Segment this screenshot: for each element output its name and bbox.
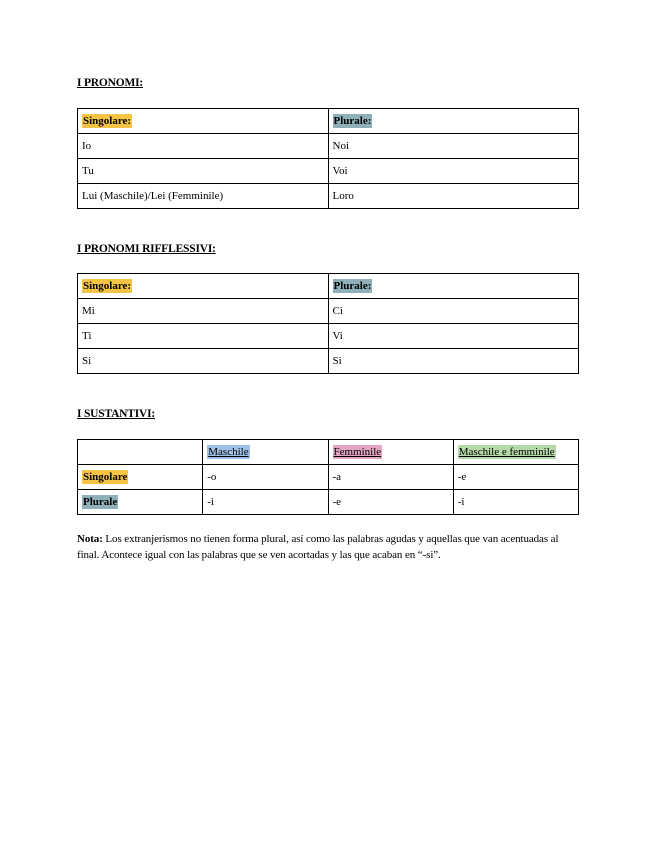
plurale-row-label: Plurale — [83, 496, 118, 508]
table-row — [78, 134, 579, 159]
table-cell: Tu — [78, 159, 329, 184]
table-cell: Io — [78, 134, 329, 159]
table-cell: Vi — [328, 324, 579, 349]
table-cell — [78, 465, 203, 490]
pronomi-heading: I PRONOMI: — [77, 77, 144, 89]
table-row — [78, 324, 579, 349]
femminile-header: Femminile — [333, 446, 382, 458]
note-text: Los extranjerismos no tienen forma plural, así como las palabras agudas y aquellas que van acentuadas al final. Acontece igual con las palabras que se ven acortadas y las que acaban en “-si”. — [77, 533, 559, 561]
sustantivi-table — [77, 439, 579, 515]
table-row — [78, 465, 579, 490]
table-cell: -a — [328, 465, 453, 490]
table-cell — [78, 274, 329, 299]
table-cell: Voi — [328, 159, 579, 184]
riflessivi-heading: I PRONOMI RIFFLESSIVI: — [77, 243, 216, 255]
table-cell: Si — [78, 349, 329, 374]
table-cell — [78, 440, 203, 465]
table-cell — [78, 490, 203, 515]
table-header-row — [78, 274, 579, 299]
table-cell — [328, 440, 453, 465]
table-cell: Noi — [328, 134, 579, 159]
riflessivi-table — [77, 273, 579, 374]
note-paragraph — [77, 532, 579, 563]
table-cell: -i — [453, 490, 578, 515]
singolare-header: Singolare: — [83, 115, 132, 127]
singolare-row-label: Singolare — [83, 471, 128, 483]
plurale-header: Plurale: — [333, 115, 372, 127]
singolare-header: Singolare: — [83, 280, 132, 292]
table-cell — [328, 274, 579, 299]
table-cell: Lui (Maschile)/Lei (Femminile) — [78, 184, 329, 209]
table-row — [78, 184, 579, 209]
table-cell: Ti — [78, 324, 329, 349]
table-cell — [453, 440, 578, 465]
sustantivi-heading: I SUSTANTIVI: — [77, 408, 156, 420]
table-row — [78, 299, 579, 324]
table-cell: Ci — [328, 299, 579, 324]
table-header-row — [78, 440, 579, 465]
table-row — [78, 349, 579, 374]
table-cell: -e — [328, 490, 453, 515]
table-cell: Si — [328, 349, 579, 374]
table-row — [78, 159, 579, 184]
plurale-header: Plurale: — [333, 280, 372, 292]
table-cell: Mi — [78, 299, 329, 324]
note-label: Nota: — [77, 533, 103, 545]
pronomi-table — [77, 108, 579, 209]
table-header-row — [78, 109, 579, 134]
table-row — [78, 490, 579, 515]
maschile-e-femminile-header: Maschile e femminile — [458, 446, 555, 458]
table-cell: -i — [203, 490, 328, 515]
table-cell: Loro — [328, 184, 579, 209]
table-cell: -o — [203, 465, 328, 490]
table-cell — [78, 109, 329, 134]
table-cell: -e — [453, 465, 578, 490]
table-cell — [328, 109, 579, 134]
maschile-header: Maschile — [208, 446, 249, 458]
table-cell — [203, 440, 328, 465]
